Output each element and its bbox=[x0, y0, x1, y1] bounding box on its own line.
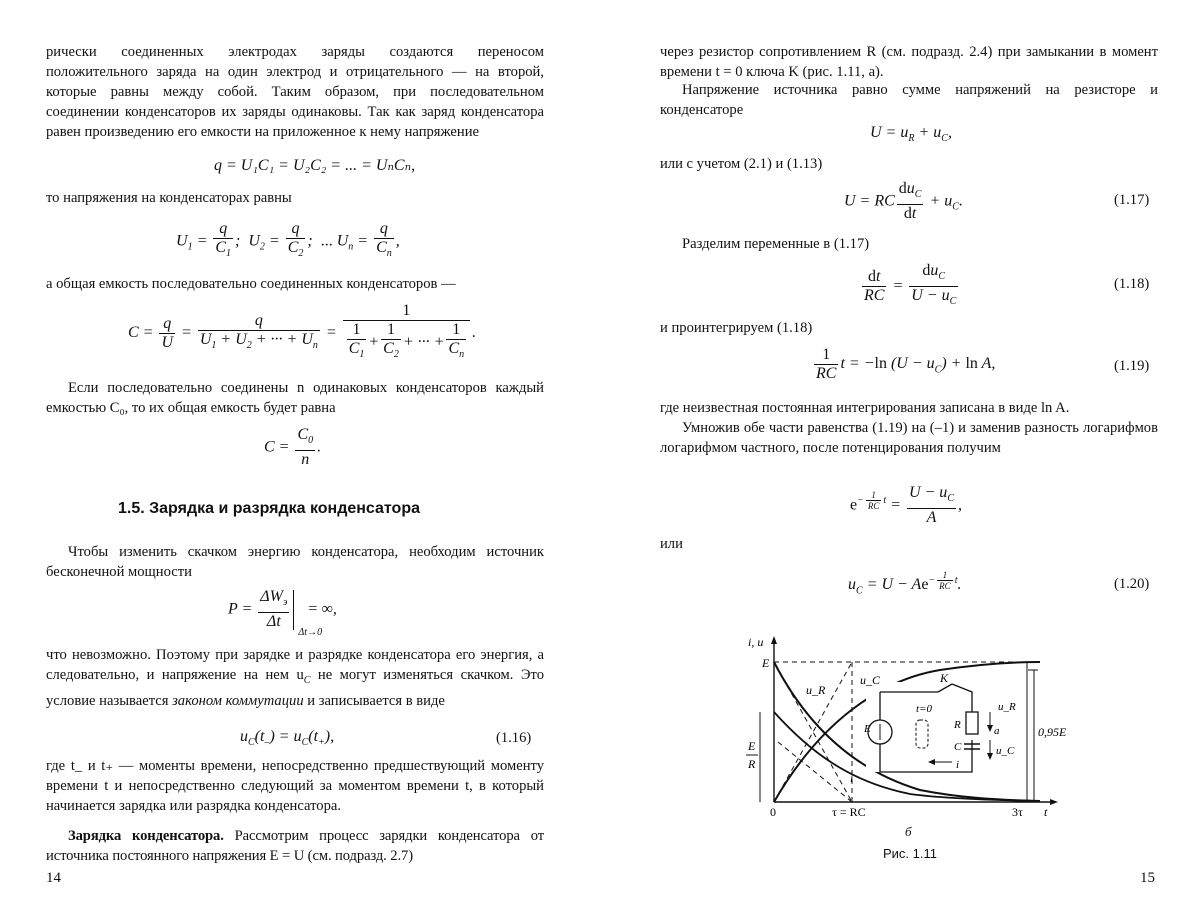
paragraph: Напряжение источника равно сумме напряжений на резисторе и конденсаторе bbox=[660, 82, 1158, 118]
equation-total-capacitance: C = $\frac{q}{U}$ = $\frac{q}{U_1 + U_2 + \cdot\cdot\cdot + U_n}$ = 1 $\frac{1}{C_1}$ + $\frac{1}{C_2}$ + ··· + $\frac{1}{C_n}$ . bbox=[128, 302, 476, 364]
paragraph: Разделим переменные в (1.17) bbox=[682, 236, 870, 252]
paragraph: Зарядка конденсатора. Рассмотрим процесс зарядки конденсатора от источника постоянного напряжения E = U (см. подразд. 2.7) bbox=[46, 828, 544, 864]
c-label: C bbox=[954, 741, 962, 753]
axis-x-label: t bbox=[1044, 805, 1048, 819]
equation-voltages: $U_1$ = $\frac{q}{C_1}$ ; $U_2$ = $\frac{q}{C_2}$ ; ... $U_n$ = $\frac{q}{C_n}$ , bbox=[176, 220, 400, 263]
equation-number: (1.19) bbox=[1114, 358, 1150, 374]
equation-potentiation: $e^{- \frac{1}{RC} t}$ = $\frac{U - u_C}{A}$ , bbox=[850, 484, 962, 527]
equation-1-20: $u_C = U - Ae^{- \frac{1}{RC} t}$. bbox=[848, 570, 962, 597]
tau-label: τ = RC bbox=[832, 805, 866, 819]
paragraph: рически соединенных электродах заряды создаются переносом положительного заряда на один электрод и отрицательного — на второй, которые равны между собой. Таким образом, при последовательном соединении конденсаторов их заряды одинаковы. Так как заряд конденсатора равен произведению его емкости на приложенное к нему напряжение bbox=[46, 44, 544, 140]
equation-charge: q = U₁C₁ = U₂C₂ = ... = UₙCₙ, bbox=[214, 157, 416, 174]
switch-label: K bbox=[940, 671, 949, 685]
paragraph: то напряжения на конденсаторах равны bbox=[46, 190, 292, 206]
i-curve-label: i bbox=[850, 771, 854, 785]
equation-1-19: $\frac{1}{RC}$ t = −ln $(U - u_C) + \ln A$, bbox=[816, 346, 996, 382]
paragraph: или bbox=[660, 536, 683, 552]
e-over-r-top: E bbox=[748, 739, 756, 753]
equation-number: (1.20) bbox=[1114, 576, 1150, 592]
equation-equal-capacitors: C = $\frac{C_0}{n}$ . bbox=[264, 426, 322, 469]
page-number: 14 bbox=[46, 870, 61, 886]
paragraph: или с учетом (2.1) и (1.13) bbox=[660, 156, 823, 172]
resistor-symbol bbox=[966, 712, 978, 734]
paragraph: Чтобы изменить скачком энергию конденсатора, необходим источник бесконечной мощности bbox=[46, 544, 544, 580]
equation-power: P = $\frac{\Delta W_э}{\Delta t}$ Δt→0 = ∞, bbox=[228, 588, 337, 638]
paragraph: и проинтегрируем (1.18) bbox=[660, 320, 813, 336]
uc-circuit-label: u_C bbox=[996, 745, 1015, 757]
paragraph: что невозможно. Поэтому при зарядке и разрядке конденсатора его энергия, а следовательно, и напряжение на нем $u_C$ не могут изменяться скачком. Это условие называется законом коммутации и записывается в виде bbox=[46, 647, 545, 709]
three-tau-label: 3τ bbox=[1012, 805, 1023, 819]
equation-commutation-law: $u_C(t_-) = u_C(t_+)$, bbox=[240, 728, 335, 749]
a-label: а bbox=[994, 725, 1000, 737]
equation-1-18: $\frac{dt}{RC}$ = $\frac{du_C}{U - u_C}$ bbox=[860, 262, 960, 311]
e-label: E bbox=[762, 656, 770, 670]
equation-kirchhoff: $U = u_R + u_C$, bbox=[870, 124, 952, 145]
equation-number: (1.18) bbox=[1114, 276, 1150, 292]
figure-caption: Рис. 1.11 bbox=[883, 846, 937, 861]
paragraph: а общая емкость последовательно соединенных конденсаторов — bbox=[46, 276, 456, 292]
paragraph: через резистор сопротивлением R (см. подразд. 2.4) при замыкании в момент времени t = 0 ключа K (рис. 1.11, а). bbox=[660, 44, 1158, 80]
figure-sublabel: б bbox=[905, 824, 912, 839]
paragraph: где неизвестная постоянная интегрирования записана в виде ln A. bbox=[660, 400, 1070, 416]
uc-label: u_C bbox=[860, 673, 881, 687]
equation-number: (1.17) bbox=[1114, 192, 1150, 208]
ur-label: u_R bbox=[806, 683, 826, 697]
equation-number: (1.16) bbox=[496, 730, 532, 746]
equation-1-17: U = RC $\frac{du_C}{dt}$ + $u_C$. bbox=[844, 180, 963, 223]
ur-circuit-label: u_R bbox=[998, 701, 1016, 713]
paragraph: Умножив обе части равенства (1.19) на (–1) и заменив разность логарифмов логарифмом частного, после потенцирования получим bbox=[660, 420, 1158, 456]
i-arrow-label: i bbox=[956, 759, 960, 771]
axis-y-label: i, u bbox=[748, 635, 764, 649]
t0-label: t=0 bbox=[916, 703, 932, 715]
paragraph: где t_ и t₊ — моменты времени, непосредственно предшествующий моменту времени t и непосредственно следующий за моментом времени t, в который начинается зарядка или разрядка конденсатора. bbox=[46, 758, 544, 814]
origin-label: 0 bbox=[770, 805, 776, 819]
section-heading: 1.5. Зарядка и разрядка конденсатора bbox=[118, 500, 420, 517]
r-label: R bbox=[954, 719, 961, 731]
paragraph: Если последовательно соединены n одинаковых конденсаторов каждый емкостью C₀, то их общая емкость будет равна bbox=[46, 380, 544, 416]
page-number: 15 bbox=[1140, 870, 1155, 886]
source-label: E bbox=[864, 723, 871, 735]
e-over-r-bottom: R bbox=[748, 757, 756, 771]
level-label: 0,95E bbox=[1038, 725, 1067, 739]
